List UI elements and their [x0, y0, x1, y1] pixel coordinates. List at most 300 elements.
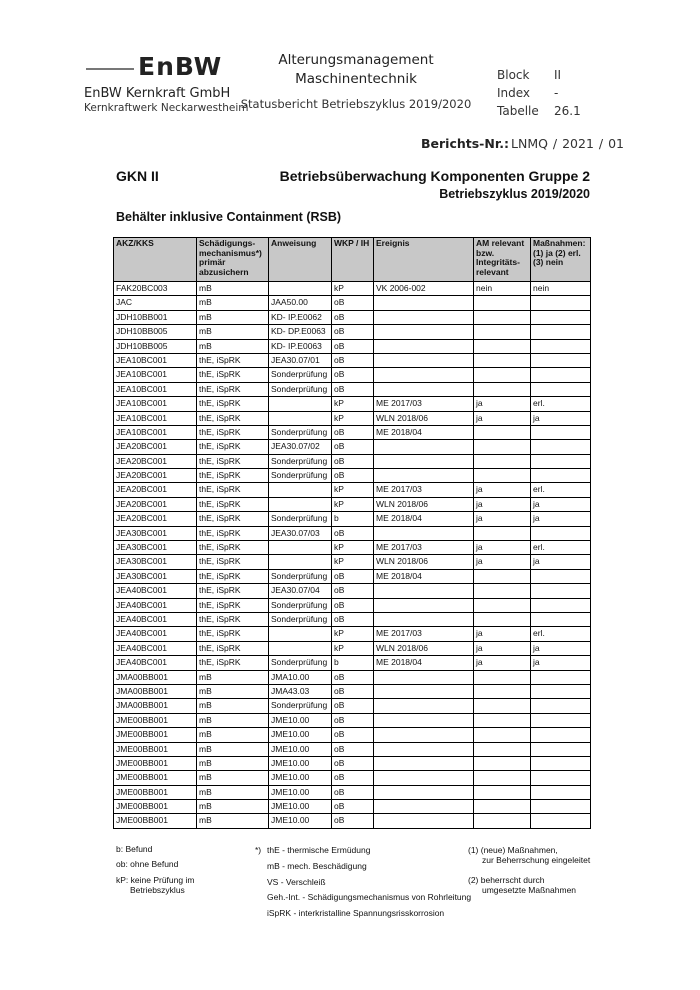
table-cell: JME00BB001	[114, 814, 197, 828]
table-cell	[531, 310, 591, 324]
table-cell: JDH10BB005	[114, 325, 197, 339]
table-cell	[269, 641, 332, 655]
block-value: II	[554, 68, 562, 82]
plant-name: Kernkraftwerk Neckarwestheim	[84, 102, 249, 114]
table-cell	[374, 756, 474, 770]
table-cell: oB	[332, 742, 374, 756]
table-cell: JEA20BC001	[114, 440, 197, 454]
table-cell	[374, 353, 474, 367]
table-cell: mB	[197, 325, 269, 339]
table-cell	[531, 814, 591, 828]
table-cell: mB	[197, 713, 269, 727]
table-row	[114, 425, 591, 439]
table-cell: thE, iSpRK	[197, 440, 269, 454]
table-row	[114, 440, 591, 454]
page-title: Betriebsüberwachung Komponenten Gruppe 2	[279, 168, 590, 184]
table-cell	[531, 325, 591, 339]
page-subtitle: Betriebszyklus 2019/2020	[439, 187, 590, 201]
table-row	[114, 282, 591, 296]
table-cell: mB	[197, 785, 269, 799]
table-cell	[474, 742, 531, 756]
table-cell	[474, 368, 531, 382]
legend-keine-pruefung: kP: keine Prüfung im	[116, 875, 195, 885]
table-cell: kP	[332, 411, 374, 425]
table-cell: oB	[332, 670, 374, 684]
table-cell: KD- IP.E0062	[269, 310, 332, 324]
table-cell: JDH10BB001	[114, 310, 197, 324]
table-cell: oB	[332, 310, 374, 324]
table-cell: WLN 2018/06	[374, 555, 474, 569]
table-cell: oB	[332, 814, 374, 828]
table-cell: ja	[531, 641, 591, 655]
column-header: Anweisung	[269, 238, 332, 282]
table-cell	[474, 296, 531, 310]
table-row	[114, 339, 591, 353]
table-row	[114, 353, 591, 367]
status-report-label: Statusbericht Betriebszyklus 2019/2020	[240, 97, 472, 111]
table-cell	[374, 728, 474, 742]
table-cell: JMA00BB001	[114, 699, 197, 713]
table-cell: KD- DP.E0063	[269, 325, 332, 339]
table-cell: VK 2006-002	[374, 282, 474, 296]
table-cell: thE, iSpRK	[197, 555, 269, 569]
table-cell: mB	[197, 742, 269, 756]
table-cell: oB	[332, 339, 374, 353]
table-row	[114, 627, 591, 641]
table-cell: oB	[332, 425, 374, 439]
table-cell: JEA10BC001	[114, 397, 197, 411]
table-cell: JEA40BC001	[114, 656, 197, 670]
report-number-value: LNMQ / 2021 / 01	[511, 136, 624, 151]
table-cell: JEA30BC001	[114, 526, 197, 540]
table-cell: JMA00BB001	[114, 684, 197, 698]
table-cell: ME 2017/03	[374, 483, 474, 497]
table-cell: oB	[332, 728, 374, 742]
table-cell: ja	[474, 555, 531, 569]
table-cell: Sonderprüfung	[269, 598, 332, 612]
table-cell: Sonderprüfung	[269, 512, 332, 526]
table-cell	[531, 296, 591, 310]
table-cell: thE, iSpRK	[197, 454, 269, 468]
table-cell: JEA40BC001	[114, 598, 197, 612]
table-cell: ja	[531, 656, 591, 670]
table-cell: oB	[332, 785, 374, 799]
table-cell: b	[332, 512, 374, 526]
table-cell	[531, 368, 591, 382]
table-row	[114, 699, 591, 713]
table-cell	[269, 541, 332, 555]
legend-measure-1-cont: zur Beherrschung eingeleitet	[482, 855, 591, 865]
table-cell: mB	[197, 282, 269, 296]
table-row	[114, 670, 591, 684]
table-cell	[374, 612, 474, 626]
table-cell: thE, iSpRK	[197, 627, 269, 641]
table-cell: JEA30BC001	[114, 541, 197, 555]
table-cell	[474, 728, 531, 742]
table-cell	[374, 382, 474, 396]
table-cell	[531, 584, 591, 598]
table-cell: ja	[531, 411, 591, 425]
table-cell	[474, 785, 531, 799]
table-cell	[474, 771, 531, 785]
table-cell: mB	[197, 756, 269, 770]
table-cell	[474, 612, 531, 626]
table-cell: oB	[332, 526, 374, 540]
table-cell	[531, 728, 591, 742]
table-cell: ME 2018/04	[374, 425, 474, 439]
table-cell: JEA30BC001	[114, 555, 197, 569]
table-cell: JME00BB001	[114, 728, 197, 742]
table-cell: JEA30.07/02	[269, 440, 332, 454]
table-cell: JME00BB001	[114, 756, 197, 770]
table-cell	[374, 684, 474, 698]
table-cell: kP	[332, 627, 374, 641]
table-cell: JME00BB001	[114, 785, 197, 799]
table-cell	[531, 425, 591, 439]
table-cell	[374, 598, 474, 612]
legend-ohne-befund: ob: ohne Befund	[116, 859, 179, 869]
table-cell	[269, 483, 332, 497]
table-cell: erl.	[531, 483, 591, 497]
table-cell: kP	[332, 497, 374, 511]
table-row	[114, 728, 591, 742]
table-cell	[374, 785, 474, 799]
legend-measure-2: (2) beherrscht durch	[468, 875, 545, 885]
table-cell: mB	[197, 800, 269, 814]
table-cell: Sonderprüfung	[269, 569, 332, 583]
table-cell: mB	[197, 684, 269, 698]
table-cell: oB	[332, 569, 374, 583]
table-row	[114, 368, 591, 382]
table-cell: WLN 2018/06	[374, 411, 474, 425]
column-header: WKP / IH	[332, 238, 374, 282]
table-cell: oB	[332, 353, 374, 367]
table-row	[114, 612, 591, 626]
table-cell	[374, 469, 474, 483]
table-cell: JME10.00	[269, 742, 332, 756]
table-cell: thE, iSpRK	[197, 397, 269, 411]
table-cell: JME10.00	[269, 800, 332, 814]
table-cell	[374, 800, 474, 814]
table-cell	[474, 526, 531, 540]
table-row	[114, 454, 591, 468]
table-cell: JAA50.00	[269, 296, 332, 310]
table-cell	[531, 699, 591, 713]
table-cell: oB	[332, 440, 374, 454]
table-cell: mB	[197, 339, 269, 353]
column-header: AKZ/KKS	[114, 238, 197, 282]
table-cell: mB	[197, 310, 269, 324]
table-cell: WLN 2018/06	[374, 641, 474, 655]
table-cell: ja	[474, 397, 531, 411]
table-cell: mB	[197, 728, 269, 742]
table-row	[114, 569, 591, 583]
table-cell	[531, 569, 591, 583]
table-cell	[374, 713, 474, 727]
table-cell	[531, 469, 591, 483]
legend-vs: VS - Verschleiß	[267, 877, 326, 887]
table-cell: thE, iSpRK	[197, 382, 269, 396]
table-cell: oB	[332, 296, 374, 310]
legend-ispr: iSpRK - interkristalline Spannungsrisskorrosion	[267, 908, 445, 918]
table-cell	[531, 785, 591, 799]
table-cell	[374, 742, 474, 756]
table-cell	[531, 339, 591, 353]
table-cell: ja	[531, 497, 591, 511]
table-row	[114, 584, 591, 598]
table-cell: thE, iSpRK	[197, 353, 269, 367]
table-cell: JEA10BC001	[114, 411, 197, 425]
column-header: AM relevant bzw. Integritäts-relevant	[474, 238, 531, 282]
table-cell	[269, 397, 332, 411]
table-cell	[374, 526, 474, 540]
table-cell	[531, 526, 591, 540]
table-row	[114, 411, 591, 425]
document-title-line1: Alterungsmanagement	[278, 52, 434, 68]
table-cell	[531, 440, 591, 454]
table-cell: b	[332, 656, 374, 670]
table-cell: JME10.00	[269, 728, 332, 742]
table-cell	[374, 584, 474, 598]
table-row	[114, 756, 591, 770]
table-cell	[374, 771, 474, 785]
table-cell: JME00BB001	[114, 771, 197, 785]
table-cell	[474, 382, 531, 396]
legend-the: thE - thermische Ermüdung	[267, 845, 371, 855]
table-cell: WLN 2018/06	[374, 497, 474, 511]
legend-befund: b: Befund	[116, 844, 153, 854]
table-cell	[531, 800, 591, 814]
table-cell	[474, 684, 531, 698]
company-logo: EnBW	[138, 52, 223, 81]
table-cell: JME10.00	[269, 713, 332, 727]
table-cell: Sonderprüfung	[269, 382, 332, 396]
table-cell	[531, 742, 591, 756]
table-cell	[269, 555, 332, 569]
table-cell: erl.	[531, 627, 591, 641]
table-cell	[374, 310, 474, 324]
report-number-label: Berichts-Nr.:	[421, 136, 509, 151]
table-cell: oB	[332, 382, 374, 396]
table-cell	[474, 454, 531, 468]
table-cell: kP	[332, 555, 374, 569]
block-label: Block	[497, 68, 530, 82]
table-row	[114, 296, 591, 310]
table-row	[114, 742, 591, 756]
table-cell	[374, 325, 474, 339]
table-cell	[374, 296, 474, 310]
table-cell: ja	[531, 512, 591, 526]
table-cell	[374, 339, 474, 353]
table-row	[114, 641, 591, 655]
table-cell: ja	[474, 512, 531, 526]
table-cell: ja	[474, 411, 531, 425]
table-cell: JME00BB001	[114, 742, 197, 756]
table-cell: erl.	[531, 541, 591, 555]
legend-keine-pruefung-cont: Betriebszyklus	[130, 885, 185, 895]
table-cell	[374, 440, 474, 454]
table-cell	[474, 584, 531, 598]
table-cell: thE, iSpRK	[197, 584, 269, 598]
table-cell: kP	[332, 641, 374, 655]
table-cell: thE, iSpRK	[197, 598, 269, 612]
table-cell: ME 2017/03	[374, 397, 474, 411]
table-number-value: 26.1	[554, 104, 581, 118]
table-cell: JEA30.07/04	[269, 584, 332, 598]
table-row	[114, 382, 591, 396]
table-cell: ME 2017/03	[374, 541, 474, 555]
index-label: Index	[497, 86, 531, 100]
table-cell: ja	[474, 627, 531, 641]
table-cell: kP	[332, 397, 374, 411]
table-cell	[374, 814, 474, 828]
table-cell: kP	[332, 282, 374, 296]
table-row	[114, 325, 591, 339]
table-cell: Sonderprüfung	[269, 656, 332, 670]
components-table	[113, 237, 591, 829]
table-cell: ja	[474, 483, 531, 497]
table-row	[114, 800, 591, 814]
table-cell: ja	[474, 541, 531, 555]
legend-mb: mB - mech. Beschädigung	[267, 861, 367, 871]
table-row	[114, 397, 591, 411]
table-cell: mB	[197, 771, 269, 785]
table-cell: thE, iSpRK	[197, 469, 269, 483]
table-cell: oB	[332, 368, 374, 382]
table-cell	[531, 353, 591, 367]
table-cell	[474, 425, 531, 439]
table-cell	[531, 684, 591, 698]
table-cell: mB	[197, 814, 269, 828]
table-cell: JAC	[114, 296, 197, 310]
table-cell	[474, 756, 531, 770]
table-cell	[474, 713, 531, 727]
table-cell: Sonderprüfung	[269, 699, 332, 713]
table-cell	[474, 699, 531, 713]
table-cell: KD- IP.E0063	[269, 339, 332, 353]
table-row	[114, 512, 591, 526]
table-cell: JEA10BC001	[114, 353, 197, 367]
table-cell: ja	[474, 656, 531, 670]
table-cell: thE, iSpRK	[197, 641, 269, 655]
table-cell	[531, 713, 591, 727]
table-cell: JEA30BC001	[114, 569, 197, 583]
table-cell: JEA40BC001	[114, 641, 197, 655]
company-name: EnBW Kernkraft GmbH	[84, 86, 231, 101]
table-row	[114, 469, 591, 483]
table-row	[114, 555, 591, 569]
table-cell	[474, 598, 531, 612]
table-cell	[531, 598, 591, 612]
table-row	[114, 713, 591, 727]
table-row	[114, 684, 591, 698]
table-cell: thE, iSpRK	[197, 497, 269, 511]
table-cell	[474, 353, 531, 367]
table-cell: ja	[474, 497, 531, 511]
table-cell: oB	[332, 713, 374, 727]
table-cell: ja	[531, 555, 591, 569]
table-cell: thE, iSpRK	[197, 612, 269, 626]
table-cell: oB	[332, 598, 374, 612]
table-cell: JME00BB001	[114, 713, 197, 727]
table-cell: Sonderprüfung	[269, 368, 332, 382]
table-cell: ME 2017/03	[374, 627, 474, 641]
table-cell: JMA00BB001	[114, 670, 197, 684]
table-cell: oB	[332, 584, 374, 598]
table-cell	[531, 771, 591, 785]
table-row	[114, 656, 591, 670]
table-cell: oB	[332, 771, 374, 785]
table-cell: JEA30.07/01	[269, 353, 332, 367]
table-cell: thE, iSpRK	[197, 411, 269, 425]
index-value: -	[554, 86, 559, 100]
table-cell: JEA10BC001	[114, 368, 197, 382]
table-row	[114, 771, 591, 785]
table-cell	[474, 800, 531, 814]
table-cell: nein	[474, 282, 531, 296]
table-cell	[474, 469, 531, 483]
column-header: Maßnahmen: (1) ja (2) erl. (3) nein	[531, 238, 591, 282]
table-cell	[474, 339, 531, 353]
legend-measure-2-cont: umgesetzte Maßnahmen	[482, 885, 577, 895]
table-cell: oB	[332, 699, 374, 713]
table-cell: kP	[332, 541, 374, 555]
table-cell: oB	[332, 756, 374, 770]
table-cell: thE, iSpRK	[197, 569, 269, 583]
table-cell	[531, 670, 591, 684]
table-cell: mB	[197, 670, 269, 684]
table-cell: JME10.00	[269, 785, 332, 799]
table-cell: thE, iSpRK	[197, 483, 269, 497]
table-cell: mB	[197, 699, 269, 713]
table-header-row	[114, 238, 591, 282]
table-cell	[531, 612, 591, 626]
table-cell: JEA10BC001	[114, 425, 197, 439]
table-cell: kP	[332, 483, 374, 497]
table-cell: thE, iSpRK	[197, 541, 269, 555]
table-cell: Sonderprüfung	[269, 469, 332, 483]
table-cell: JEA40BC001	[114, 612, 197, 626]
table-cell	[374, 670, 474, 684]
table-cell: ME 2018/04	[374, 569, 474, 583]
column-header: Ereignis	[374, 238, 474, 282]
table-cell: mB	[197, 296, 269, 310]
column-header: Schädigungs-mechanismus*) primär abzusichern	[197, 238, 269, 282]
table-cell: JME00BB001	[114, 800, 197, 814]
table-cell: JEA40BC001	[114, 584, 197, 598]
table-cell: ME 2018/04	[374, 656, 474, 670]
table-number-label: Tabelle	[497, 104, 539, 118]
document-title-line2: Maschinentechnik	[295, 71, 417, 87]
table-cell	[374, 368, 474, 382]
table-cell	[474, 569, 531, 583]
table-row	[114, 497, 591, 511]
table-row	[114, 814, 591, 828]
legend-geh-int: Geh.-Int. - Schädigungsmechanismus von Rohrleitung	[267, 892, 472, 902]
table-cell: ja	[474, 641, 531, 655]
table-cell: JMA43.03	[269, 684, 332, 698]
table-cell: oB	[332, 800, 374, 814]
table-cell: ME 2018/04	[374, 512, 474, 526]
table-cell: JEA30.07/03	[269, 526, 332, 540]
section-title: Behälter inklusive Containment (RSB)	[116, 210, 342, 224]
table-row	[114, 526, 591, 540]
table-row	[114, 483, 591, 497]
table-row	[114, 310, 591, 324]
table-cell	[474, 325, 531, 339]
table-cell: JME10.00	[269, 756, 332, 770]
table-cell: oB	[332, 684, 374, 698]
